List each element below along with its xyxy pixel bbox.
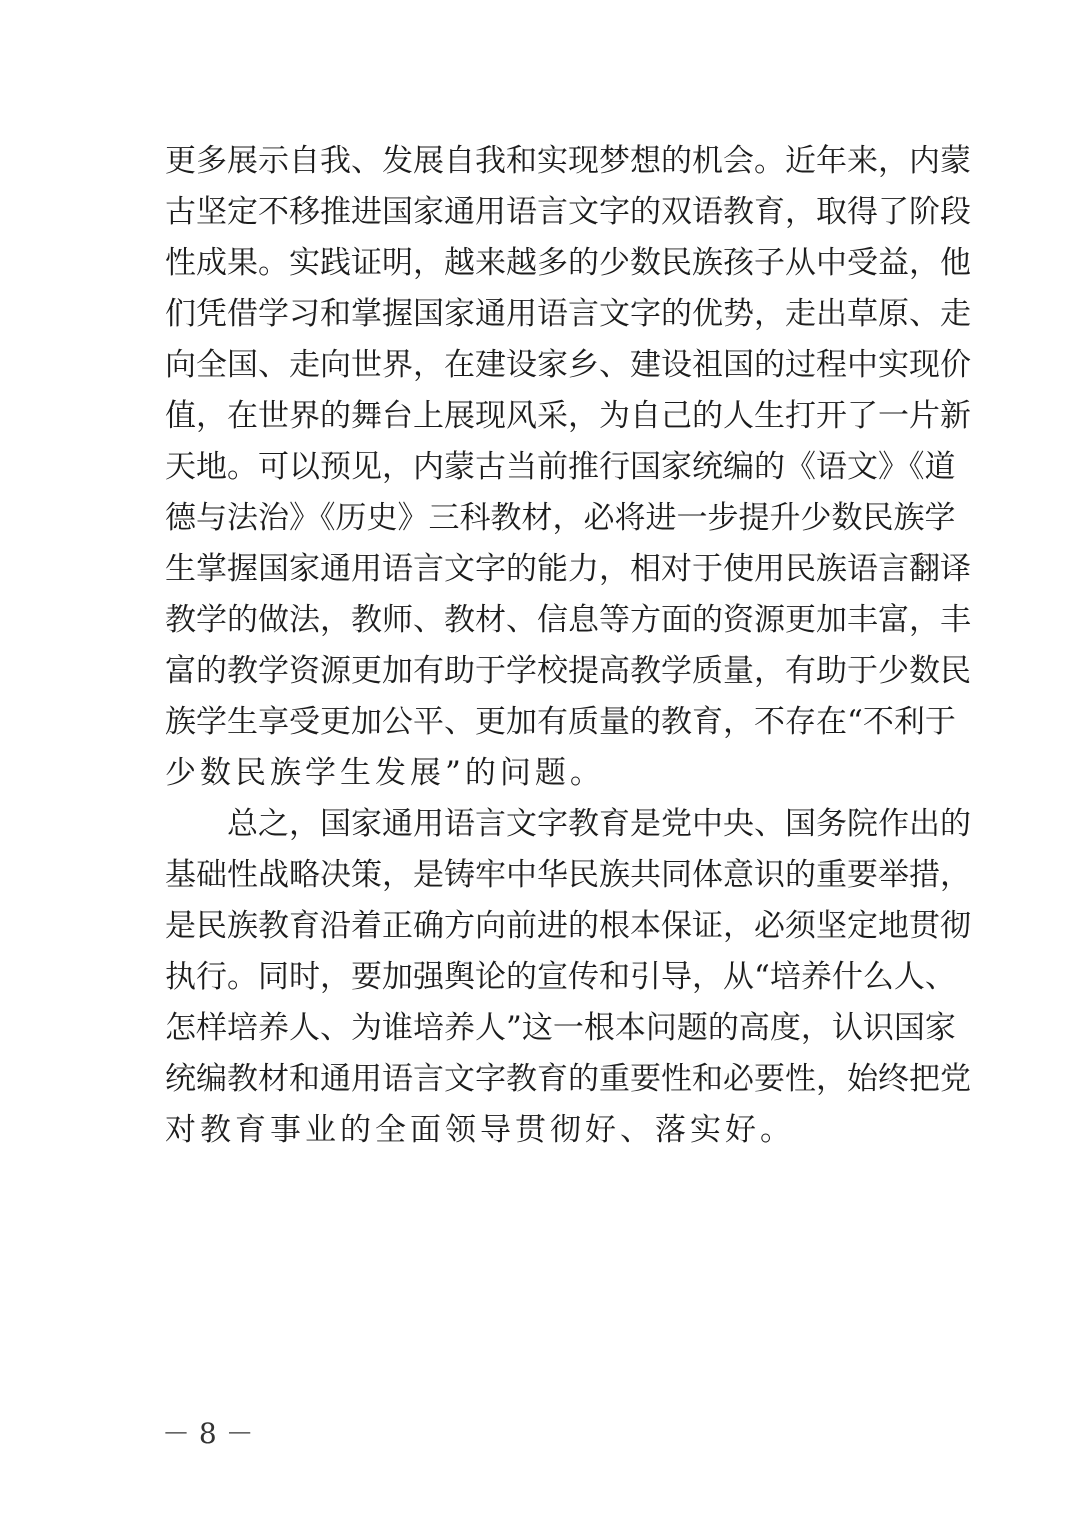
text-line: 性成果。实践证明，越来越多的少数民族孩子从中受益，他 — [165, 245, 971, 281]
page-number: － 8 － — [162, 1417, 254, 1450]
paragraph-1 — [165, 136, 971, 799]
text-line: 教学的做法，教师、教材、信息等方面的资源更加丰富，丰 — [165, 602, 971, 638]
text-line: 们凭借学习和掌握国家通用语言文字的优势，走出草原、走 — [165, 296, 971, 332]
paragraph-2 — [165, 799, 971, 1156]
text-line: 执行。同时，要加强舆论的宣传和引导，从“培养什么人、 — [165, 959, 956, 995]
text-line: 基础性战略决策，是铸牢中华民族共同体意识的重要举措， — [165, 857, 971, 893]
text-line: 总之，国家通用语言文字教育是党中央、国务院作出的 — [227, 806, 971, 842]
text-line: 富的教学资源更加有助于学校提高教学质量，有助于少数民 — [165, 653, 971, 689]
text-line: 天地。可以预见，内蒙古当前推行国家统编的《语文》《道 — [165, 449, 956, 485]
text-line: 德与法治》《历史》三科教材，必将进一步提升少数民族学 — [165, 500, 956, 536]
text-line: 生掌握国家通用语言文字的能力，相对于使用民族语言翻译 — [165, 551, 971, 587]
text-line: 少数民族学生发展”的问题。 — [165, 755, 605, 791]
text-line: 值，在世界的舞台上展现风采，为自己的人生打开了一片新 — [165, 398, 971, 434]
text-line: 对教育事业的全面领导贯彻好、落实好。 — [165, 1112, 795, 1148]
text-line: 统编教材和通用语言文字教育的重要性和必要性，始终把党 — [165, 1061, 971, 1097]
text-line: 族学生享受更加公平、更加有质量的教育，不存在“不利于 — [165, 704, 956, 740]
text-line: 古坚定不移推进国家通用语言文字的双语教育，取得了阶段 — [165, 194, 971, 230]
text-line: 怎样培养人、为谁培养人”这一根本问题的高度，认识国家 — [165, 1010, 956, 1046]
text-line: 更多展示自我、发展自我和实现梦想的机会。近年来，内蒙 — [165, 143, 971, 179]
text-line: 是民族教育沿着正确方向前进的根本保证，必须坚定地贯彻 — [165, 908, 971, 944]
text-line: 向全国、走向世界，在建设家乡、建设祖国的过程中实现价 — [165, 347, 971, 383]
body-text — [165, 136, 971, 1156]
